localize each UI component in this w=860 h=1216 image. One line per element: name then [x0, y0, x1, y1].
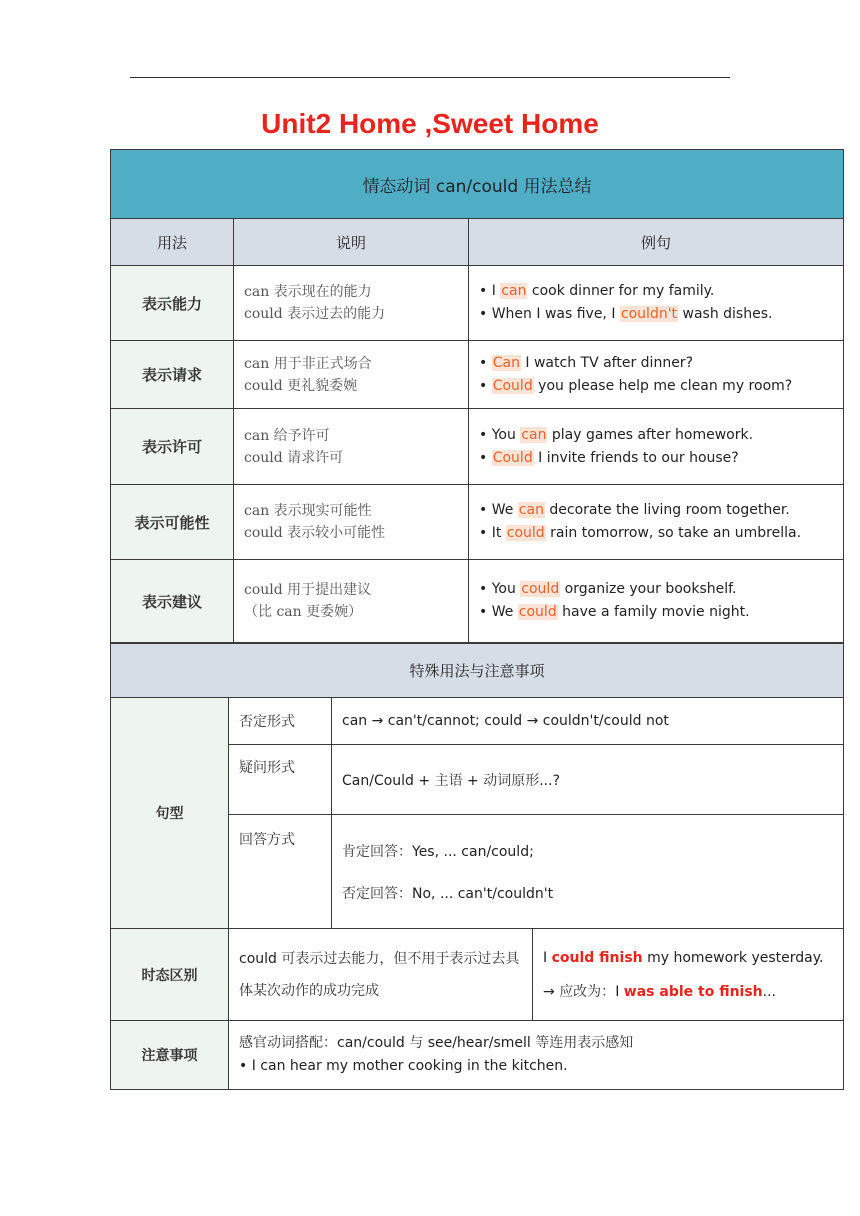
- special-usage-table: [110, 643, 844, 1090]
- example-text: decorate the living room together.: [544, 502, 790, 518]
- example-text: rain tomorrow, so take an umbrella.: [545, 525, 802, 541]
- example-text: •: [479, 354, 492, 371]
- desc-line: can 用于非正式场合: [244, 355, 372, 372]
- highlight-modal: could: [518, 604, 557, 620]
- tense-desc: [229, 929, 533, 1021]
- example-cell: [469, 266, 844, 341]
- note-text: 感官动词搭配：: [239, 1035, 337, 1051]
- question-verb: 动词原形: [483, 772, 540, 789]
- tense-ex-red: could finish: [551, 949, 643, 966]
- note-text: see/hear/smell: [427, 1035, 531, 1051]
- answer-yes-line: [342, 841, 833, 861]
- question-text: [332, 745, 844, 815]
- example-cell: [469, 485, 844, 560]
- table-row: [111, 698, 844, 745]
- tense-label: 时态区别: [111, 929, 229, 1021]
- tense-ex-pre: I: [543, 949, 552, 966]
- example-text: • When I was five, I: [479, 306, 620, 322]
- example-text: • We: [479, 604, 518, 620]
- tense-desc-text: 可表示过去能力，但不用于表示过去具体某次动作的成功完成: [239, 950, 520, 999]
- answer-yes-text: Yes, ... can/could;: [412, 843, 534, 860]
- tense-desc-pre: could: [239, 950, 282, 967]
- example-line: [479, 352, 833, 375]
- note-cell: [229, 1021, 844, 1090]
- note-example: • I can hear my mother cooking in the kitchen.: [239, 1058, 568, 1074]
- highlight-modal: could: [506, 525, 545, 541]
- answer-no-line: [342, 883, 833, 903]
- section-title: 特殊用法与注意事项: [111, 644, 844, 698]
- example-text: • You: [479, 581, 521, 597]
- highlight-modal: Can: [492, 354, 520, 371]
- highlight-modal: could: [521, 581, 560, 597]
- table-row: [111, 266, 844, 341]
- negative-text: can → can't/cannot; could → couldn't/could not: [332, 698, 844, 745]
- desc-cell: [234, 341, 469, 409]
- example-line: [479, 601, 833, 624]
- desc-line: could 用于提出建议: [244, 582, 372, 598]
- tense-ex-post: my homework yesterday.: [642, 949, 824, 966]
- table-row: [111, 409, 844, 485]
- answer-cell: [332, 815, 844, 929]
- tense-fix-red: was able to finish: [623, 983, 763, 1000]
- note-text: can/could: [337, 1035, 405, 1051]
- example-text: play games after homework.: [547, 426, 754, 443]
- section-title-row: [111, 644, 844, 698]
- tense-wrong-line: [543, 941, 833, 975]
- tense-fix-line: [543, 975, 833, 1009]
- example-line: [479, 375, 833, 398]
- col-header-desc: 说明: [234, 219, 469, 266]
- note-text: 等连用表示感知: [530, 1035, 634, 1051]
- arrow-icon: →: [543, 983, 560, 1000]
- desc-line: could 表示较小可能性: [244, 525, 386, 541]
- example-text: • I: [479, 283, 501, 299]
- desc-line: can 表示现在的能力: [244, 284, 372, 300]
- desc-line: can 给予许可: [244, 427, 330, 444]
- example-text: have a family movie night.: [557, 604, 750, 620]
- desc-cell: [234, 409, 469, 485]
- column-header-row: [111, 219, 844, 266]
- desc-cell: [234, 266, 469, 341]
- question-pre: Can/Could +: [342, 772, 435, 789]
- desc-line: could 请求许可: [244, 449, 344, 466]
- question-post: ...?: [539, 772, 560, 789]
- example-text: wash dishes.: [678, 306, 773, 322]
- table-row: [111, 560, 844, 643]
- col-header-usage: 用法: [111, 219, 234, 266]
- sentence-pattern-label: 句型: [111, 698, 229, 929]
- highlight-modal: Could: [492, 377, 533, 394]
- table-title: 情态动词 can/could 用法总结: [111, 150, 844, 219]
- example-text: •: [479, 377, 492, 394]
- table-row: [111, 341, 844, 409]
- example-text: •: [479, 449, 492, 466]
- page-title: Unit2 Home ,Sweet Home: [261, 108, 599, 139]
- example-text: • It: [479, 525, 506, 541]
- example-text: I watch TV after dinner?: [520, 354, 693, 371]
- tense-fix-post: ...: [762, 983, 776, 1000]
- example-text: I invite friends to our house?: [533, 449, 739, 466]
- example-line: [479, 578, 833, 601]
- example-line: [479, 280, 833, 303]
- note-text: 与: [404, 1035, 428, 1051]
- desc-cell: [234, 485, 469, 560]
- answer-label: 回答方式: [229, 815, 332, 929]
- example-text: you please help me clean my room?: [533, 377, 793, 394]
- col-header-example: 例句: [469, 219, 844, 266]
- question-plus: +: [462, 772, 484, 789]
- example-text: organize your bookshelf.: [560, 581, 737, 597]
- usage-cell: 表示建议: [111, 560, 234, 643]
- note-label: 注意事项: [111, 1021, 229, 1090]
- table-title-row: [111, 150, 844, 219]
- example-text: • You: [479, 426, 521, 443]
- desc-line: could 表示过去的能力: [244, 306, 386, 322]
- example-line: [479, 522, 833, 545]
- answer-no-text: No, ... can't/couldn't: [412, 885, 554, 902]
- table-row: [111, 1021, 844, 1090]
- desc-line: could 更礼貌委婉: [244, 377, 358, 394]
- negative-label: 否定形式: [229, 698, 332, 745]
- desc-cell: [234, 560, 469, 643]
- example-line: [479, 303, 833, 326]
- example-cell: [469, 560, 844, 643]
- question-label: 疑问形式: [229, 745, 332, 815]
- header-rule: [130, 77, 730, 78]
- example-line: [479, 424, 833, 447]
- tense-example: [533, 929, 844, 1021]
- highlight-modal: couldn't: [620, 306, 678, 322]
- highlight-modal: can: [521, 426, 547, 443]
- example-cell: [469, 409, 844, 485]
- example-cell: [469, 341, 844, 409]
- answer-no-label: 否定回答：: [342, 885, 412, 902]
- usage-table: [110, 149, 844, 643]
- answer-yes-label: 肯定回答：: [342, 843, 412, 860]
- tense-fix-pre: I: [615, 983, 624, 1000]
- desc-line: （比 can 更委婉）: [244, 604, 363, 620]
- example-line: [479, 447, 833, 470]
- question-subject: 主语: [434, 772, 463, 789]
- usage-cell: 表示请求: [111, 341, 234, 409]
- note-line: [239, 1032, 833, 1055]
- example-text: cook dinner for my family.: [527, 283, 715, 299]
- usage-cell: 表示可能性: [111, 485, 234, 560]
- table-row: [111, 929, 844, 1021]
- tense-fix-label: 应改为：: [559, 983, 616, 1000]
- usage-cell: 表示许可: [111, 409, 234, 485]
- highlight-modal: Could: [492, 449, 533, 466]
- desc-line: can 表示现实可能性: [244, 503, 372, 519]
- highlight-modal: can: [518, 502, 544, 518]
- usage-cell: 表示能力: [111, 266, 234, 341]
- highlight-modal: can: [501, 283, 527, 299]
- example-text: • We: [479, 502, 518, 518]
- table-row: [111, 485, 844, 560]
- example-line: [479, 499, 833, 522]
